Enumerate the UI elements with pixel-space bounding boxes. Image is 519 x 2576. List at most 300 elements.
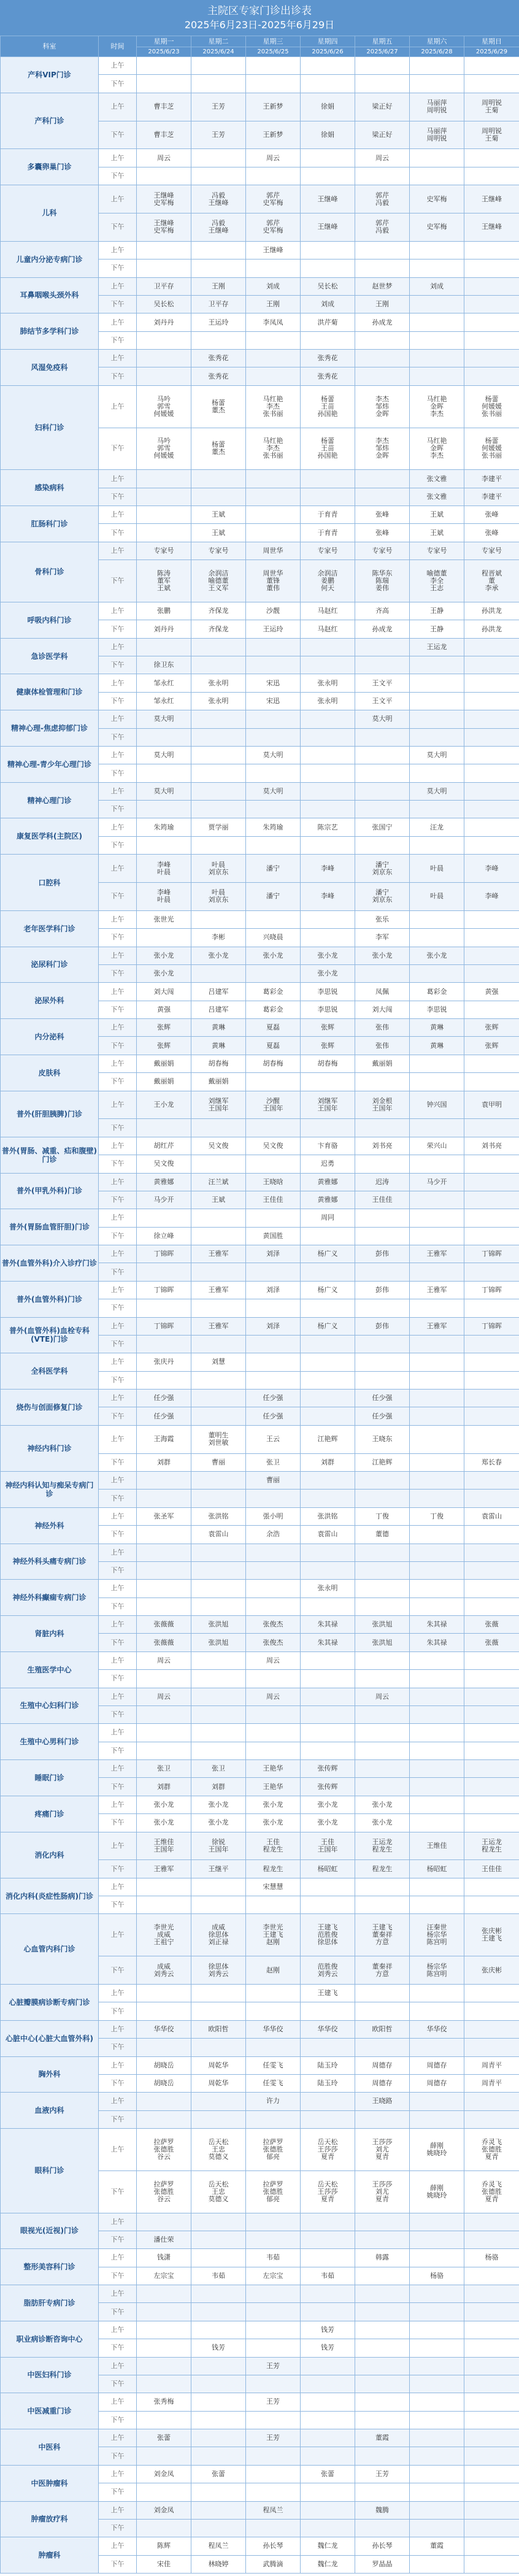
doctor-cell: 孙洪龙 <box>464 602 519 620</box>
session-label: 上午 <box>99 2093 137 2110</box>
doctor-cell <box>137 2002 191 2020</box>
doctor-cell <box>355 1705 410 1723</box>
doctor-cell <box>301 2303 355 2321</box>
session-label: 上午 <box>99 1317 137 1335</box>
department-name: 口腔科 <box>1 855 99 911</box>
doctor-cell: 陈涛 董军 王斌 <box>137 560 191 602</box>
doctor-cell: 马丽萍 周明锐 <box>410 121 464 149</box>
doctor-cell <box>464 2020 519 2038</box>
doctor-cell <box>191 331 246 349</box>
doctor-cell <box>301 656 355 674</box>
doctor-cell: 潘宁 刘京东 <box>355 883 410 911</box>
session-label: 下午 <box>99 1490 137 1507</box>
doctor-cell <box>464 1407 519 1425</box>
doctor-cell <box>137 2357 191 2375</box>
schedule-row <box>1 313 519 331</box>
doctor-cell: 徐娟 <box>301 93 355 121</box>
doctor-cell: 王刚 <box>191 277 246 295</box>
doctor-cell <box>246 2002 301 2020</box>
doctor-cell <box>410 1778 464 1796</box>
doctor-cell <box>464 2501 519 2519</box>
doctor-cell <box>301 57 355 75</box>
doctor-cell <box>355 1561 410 1579</box>
doctor-cell: 杨广义 <box>301 1281 355 1299</box>
doctor-cell: 吕建军 <box>191 983 246 1001</box>
department-name: 妇科门诊 <box>1 385 99 470</box>
doctor-cell <box>191 2519 246 2537</box>
department-name: 精神心理-焦虑抑郁门诊 <box>1 710 99 747</box>
doctor-cell <box>301 1407 355 1425</box>
doctor-cell <box>410 2357 464 2375</box>
doctor-cell: 黄琳 <box>410 1019 464 1037</box>
doctor-cell: 胡春梅 <box>301 1055 355 1072</box>
doctor-cell: 葛彩金 <box>410 983 464 1001</box>
doctor-cell: 朱筠瑜 <box>137 818 191 836</box>
doctor-cell <box>464 2321 519 2339</box>
doctor-cell: 周云 <box>137 1688 191 1705</box>
doctor-cell <box>137 1119 191 1137</box>
doctor-cell: 张秀花 <box>301 350 355 367</box>
doctor-cell: 朱其禄 <box>301 1616 355 1634</box>
doctor-cell: 李思锐 <box>301 983 355 1001</box>
doctor-cell <box>137 764 191 782</box>
session-label: 下午 <box>99 1037 137 1055</box>
session-label: 上午 <box>99 1724 137 1742</box>
doctor-cell: 宋慧慧 <box>246 1878 301 1896</box>
doctor-cell <box>464 1526 519 1544</box>
doctor-cell: 葛彩金 <box>246 983 301 1001</box>
doctor-cell: 宋迅 <box>246 692 301 710</box>
doctor-cell <box>464 2483 519 2501</box>
doctor-cell: 王静 <box>410 620 464 638</box>
session-label: 上午 <box>99 782 137 800</box>
doctor-cell: 汪兰斌 <box>191 1173 246 1191</box>
doctor-cell <box>137 1670 191 1688</box>
department-name: 急诊医学科 <box>1 638 99 674</box>
session-label: 上午 <box>99 506 137 524</box>
session-label: 下午 <box>99 2002 137 2020</box>
doctor-cell <box>464 2357 519 2375</box>
session-label: 下午 <box>99 2519 137 2537</box>
doctor-cell: 袁雷山 <box>191 1526 246 1544</box>
doctor-cell <box>246 1896 301 1914</box>
session-label: 上午 <box>99 2321 137 2339</box>
doctor-cell: 汪秦世 杨宗华 陈宫明 <box>410 1914 464 1956</box>
doctor-cell: 邹永红 <box>137 674 191 692</box>
doctor-cell <box>464 1561 519 1579</box>
doctor-cell <box>246 1073 301 1091</box>
schedule-table <box>0 36 519 2574</box>
doctor-cell <box>191 1155 246 1173</box>
doctor-cell <box>410 1688 464 1705</box>
doctor-cell: 袁雷山 <box>464 1507 519 1525</box>
doctor-cell: 张伟 <box>355 1019 410 1037</box>
doctor-cell <box>137 1878 191 1896</box>
doctor-cell: 张永明 <box>301 692 355 710</box>
schedule-row <box>1 782 519 800</box>
doctor-cell: 王继峰 <box>464 213 519 241</box>
session-label: 下午 <box>99 488 137 506</box>
doctor-cell <box>191 2093 246 2110</box>
doctor-cell <box>246 2213 301 2231</box>
doctor-cell <box>301 929 355 947</box>
doctor-cell: 杨蕾 何媛媛 张书丽 <box>464 428 519 470</box>
session-label: 下午 <box>99 1705 137 1723</box>
schedule-row <box>1 1390 519 1407</box>
session-label: 上午 <box>99 2213 137 2231</box>
doctor-cell <box>355 1472 410 1490</box>
column-header-day: 星期四 <box>301 36 355 47</box>
doctor-cell <box>137 367 191 385</box>
doctor-cell: 吴长松 <box>137 295 191 313</box>
doctor-cell <box>137 331 191 349</box>
session-label: 下午 <box>99 2555 137 2573</box>
doctor-cell: 李彬 <box>191 929 246 947</box>
session-label: 上午 <box>99 57 137 75</box>
doctor-cell: 张卫 <box>246 1453 301 1471</box>
doctor-cell <box>246 1490 301 1507</box>
doctor-cell: 马红艳 金晖 李杰 <box>410 385 464 428</box>
doctor-cell: 余润洁 喻德董 王义军 <box>191 560 246 602</box>
doctor-cell: 拉萨罗 张德胜 郁亮 <box>246 2170 301 2213</box>
session-label: 下午 <box>99 764 137 782</box>
doctor-cell <box>137 1705 191 1723</box>
doctor-cell <box>137 506 191 524</box>
doctor-cell: 胡春梅 <box>246 1055 301 1072</box>
schedule-row <box>1 2056 519 2074</box>
doctor-cell <box>246 638 301 656</box>
doctor-cell: 程凤兰 <box>191 2537 246 2555</box>
doctor-cell <box>137 75 191 93</box>
doctor-cell <box>464 2231 519 2248</box>
doctor-cell <box>464 149 519 167</box>
doctor-cell: 程龙生 <box>246 1860 301 1878</box>
doctor-cell <box>137 2303 191 2321</box>
doctor-cell <box>355 167 410 185</box>
doctor-cell <box>301 1371 355 1389</box>
doctor-cell <box>191 782 246 800</box>
doctor-cell: 张小龙 <box>191 947 246 964</box>
doctor-cell: 张永明 <box>191 674 246 692</box>
doctor-cell <box>410 674 464 692</box>
doctor-cell: 刘继军 王国年 <box>191 1091 246 1119</box>
doctor-cell: 王建飞 范胜俊 徐思体 <box>301 1914 355 1956</box>
doctor-cell <box>301 1227 355 1245</box>
doctor-cell: 叶晨 <box>410 855 464 883</box>
doctor-cell: 张小龙 <box>355 1796 410 1813</box>
department-name: 普外(肝胆胰脾)门诊 <box>1 1091 99 1137</box>
doctor-cell: 岳天松 王忠 莫德义 <box>191 2129 246 2171</box>
doctor-cell: 孙成龙 <box>355 620 410 638</box>
doctor-cell <box>464 75 519 93</box>
doctor-cell: 黄国胜 <box>246 1227 301 1245</box>
doctor-cell <box>464 2339 519 2357</box>
doctor-cell: 张永明 <box>301 1580 355 1598</box>
doctor-cell: 黄强 <box>464 983 519 1001</box>
doctor-cell: 周同 <box>301 1209 355 1227</box>
doctor-cell <box>246 1209 301 1227</box>
doctor-cell: 周云 <box>137 149 191 167</box>
doctor-cell <box>246 2285 301 2303</box>
doctor-cell: 马赵红 <box>301 602 355 620</box>
doctor-cell <box>191 1705 246 1723</box>
session-label: 下午 <box>99 692 137 710</box>
doctor-cell <box>301 836 355 854</box>
doctor-cell: 李军 <box>355 929 410 947</box>
doctor-cell: 张洪旭 <box>355 1616 410 1634</box>
doctor-cell <box>191 1724 246 1742</box>
department-name: 生殖中心妇科门诊 <box>1 1688 99 1724</box>
doctor-cell: 周德存 <box>410 2074 464 2092</box>
doctor-cell: 兴晓晨 <box>246 929 301 947</box>
doctor-cell <box>301 331 355 349</box>
doctor-cell <box>355 2285 410 2303</box>
doctor-cell: 岳天松 王莎莎 夏青 <box>301 2129 355 2171</box>
doctor-cell <box>410 2249 464 2267</box>
doctor-cell: 齐高 <box>355 602 410 620</box>
doctor-cell: 王运龙 程龙生 <box>355 1832 410 1860</box>
doctor-cell <box>137 1896 191 1914</box>
doctor-cell: 刘群 <box>137 1453 191 1471</box>
doctor-cell: 王莎莎 刘尤 夏青 <box>355 2129 410 2171</box>
session-label: 下午 <box>99 1634 137 1651</box>
department-name: 普外(胃肠、减重、疝和腹壁)门诊 <box>1 1137 99 1173</box>
doctor-cell <box>191 1490 246 1507</box>
doctor-cell <box>464 331 519 349</box>
doctor-cell <box>301 1742 355 1759</box>
schedule-row <box>1 1832 519 1860</box>
session-label: 下午 <box>99 1155 137 1173</box>
session-label: 下午 <box>99 2303 137 2321</box>
doctor-cell: 王艳华 <box>246 1760 301 1778</box>
doctor-cell <box>191 241 246 259</box>
department-name: 产科门诊 <box>1 93 99 149</box>
doctor-cell <box>137 2375 191 2393</box>
schedule-row <box>1 1055 519 1072</box>
doctor-cell <box>191 75 246 93</box>
doctor-cell <box>464 1778 519 1796</box>
doctor-cell <box>410 910 464 928</box>
column-header-day: 星期日 <box>464 36 519 47</box>
doctor-cell: 李峰 <box>301 855 355 883</box>
doctor-cell: 刘书亮 <box>355 1137 410 1155</box>
doctor-cell <box>355 2519 410 2537</box>
doctor-cell <box>355 260 410 277</box>
doctor-cell: 王雅军 <box>137 1860 191 1878</box>
doctor-cell: 周德存 <box>410 2056 464 2074</box>
doctor-cell <box>410 2375 464 2393</box>
doctor-cell: 林晓婷 <box>191 2555 246 2573</box>
doctor-cell: 程凤兰 <box>246 2501 301 2519</box>
session-label: 上午 <box>99 241 137 259</box>
doctor-cell: 张辉 <box>301 1037 355 1055</box>
doctor-cell <box>355 2357 410 2375</box>
doctor-cell: 张洪旭 <box>191 1616 246 1634</box>
column-header-day: 星期五 <box>355 36 410 47</box>
doctor-cell: 杨宗华 陈宫明 <box>410 1956 464 1985</box>
session-label: 上午 <box>99 1091 137 1119</box>
doctor-cell <box>355 1335 410 1353</box>
doctor-cell <box>410 2039 464 2056</box>
session-label: 下午 <box>99 1956 137 1985</box>
doctor-cell: 张乐 <box>355 910 410 928</box>
doctor-cell: 张峰 <box>355 506 410 524</box>
doctor-cell: 张辉 <box>464 1019 519 1037</box>
doctor-cell: 韦茹 <box>301 2267 355 2285</box>
schedule-row <box>1 2321 519 2339</box>
session-label: 上午 <box>99 350 137 367</box>
session-label: 上午 <box>99 277 137 295</box>
doctor-cell: 冯毅 王继峰 <box>191 213 246 241</box>
doctor-cell <box>246 1371 301 1389</box>
doctor-cell: 马少开 <box>410 1173 464 1191</box>
doctor-cell <box>137 2039 191 2056</box>
doctor-cell: 袁甲明 <box>464 1091 519 1119</box>
doctor-cell: 马丽萍 周明锐 <box>410 93 464 121</box>
doctor-cell: 莫大明 <box>137 746 191 764</box>
doctor-cell <box>301 2231 355 2248</box>
doctor-cell <box>464 57 519 75</box>
doctor-cell <box>137 1209 191 1227</box>
doctor-cell: 马红艳 李杰 张书丽 <box>246 428 301 470</box>
doctor-cell <box>464 1227 519 1245</box>
doctor-cell <box>410 331 464 349</box>
doctor-cell <box>246 836 301 854</box>
doctor-cell: 张传辉 <box>301 1760 355 1778</box>
doctor-cell: 王文平 <box>355 692 410 710</box>
doctor-cell: 岳天松 王莎莎 夏青 <box>301 2170 355 2213</box>
doctor-cell: 周云 <box>246 1688 301 1705</box>
doctor-cell: 张秀花 <box>191 350 246 367</box>
doctor-cell <box>464 692 519 710</box>
doctor-cell: 丁俊 <box>410 1507 464 1525</box>
doctor-cell <box>355 367 410 385</box>
doctor-cell <box>246 801 301 818</box>
doctor-cell: 王海霞 <box>137 1425 191 1453</box>
doctor-cell: 黄琳 <box>410 1037 464 1055</box>
doctor-cell <box>355 57 410 75</box>
doctor-cell: 黄雅娜 <box>301 1191 355 1209</box>
department-name: 神经外科癫痫专病门诊 <box>1 1580 99 1616</box>
doctor-cell: 张小龙 <box>301 1796 355 1813</box>
doctor-cell <box>246 2231 301 2248</box>
doctor-cell <box>191 1561 246 1579</box>
doctor-cell <box>137 1724 191 1742</box>
doctor-cell <box>246 1119 301 1137</box>
doctor-cell: 齐保龙 <box>191 602 246 620</box>
doctor-cell <box>410 1670 464 1688</box>
doctor-cell <box>191 1119 246 1137</box>
doctor-cell: 周云 <box>246 149 301 167</box>
schedule-row <box>1 241 519 259</box>
doctor-cell: 张洪旭 <box>191 1634 246 1651</box>
doctor-cell <box>301 1299 355 1317</box>
doctor-cell: 专家号 <box>355 542 410 559</box>
doctor-cell: 王艳华 <box>246 1778 301 1796</box>
doctor-cell <box>410 692 464 710</box>
doctor-cell <box>410 1598 464 1615</box>
doctor-cell <box>301 2375 355 2393</box>
doctor-cell <box>355 1209 410 1227</box>
doctor-cell <box>410 2465 464 2483</box>
doctor-cell: 薛刚 姚晓玲 <box>410 2129 464 2171</box>
session-label: 上午 <box>99 2393 137 2411</box>
doctor-cell <box>301 241 355 259</box>
schedule-row <box>1 277 519 295</box>
doctor-cell: 张辉 <box>301 1019 355 1037</box>
doctor-cell <box>410 2483 464 2501</box>
doctor-cell: 专家号 <box>137 542 191 559</box>
doctor-cell: 莫大明 <box>137 710 191 728</box>
doctor-cell: 刘泽 <box>246 1245 301 1263</box>
doctor-cell <box>355 2267 410 2285</box>
session-label: 上午 <box>99 93 137 121</box>
doctor-cell <box>355 1544 410 1561</box>
doctor-cell <box>246 1544 301 1561</box>
session-label: 下午 <box>99 1526 137 1544</box>
doctor-cell <box>246 964 301 982</box>
doctor-cell: 王继峰 <box>301 213 355 241</box>
doctor-cell: 卞育骆 <box>301 1137 355 1155</box>
doctor-cell: 钱芳 <box>301 2339 355 2357</box>
doctor-cell <box>137 1598 191 1615</box>
doctor-cell: 黄雅娜 <box>301 1173 355 1191</box>
doctor-cell <box>301 2002 355 2020</box>
doctor-cell <box>246 1724 301 1742</box>
doctor-cell: 王斌 <box>191 506 246 524</box>
column-header-day: 星期六 <box>410 36 464 47</box>
doctor-cell <box>410 764 464 782</box>
doctor-cell <box>410 2393 464 2411</box>
doctor-cell <box>355 1371 410 1389</box>
doctor-cell <box>246 1299 301 1317</box>
session-label: 上午 <box>99 638 137 656</box>
department-name: 肿瘤放疗科 <box>1 2501 99 2537</box>
doctor-cell <box>355 1760 410 1778</box>
doctor-cell <box>301 1651 355 1669</box>
doctor-cell: 范胜俊 刘秀云 <box>301 1956 355 1985</box>
doctor-cell <box>137 1526 191 1544</box>
page-subtitle: 2025年6月23日-2025年6月29日 <box>184 19 335 31</box>
doctor-cell <box>301 1335 355 1353</box>
doctor-cell <box>355 1227 410 1245</box>
schedule-body <box>1 57 519 2574</box>
department-name: 耳鼻咽喉头颈外科 <box>1 277 99 313</box>
doctor-cell <box>191 801 246 818</box>
doctor-cell <box>191 1335 246 1353</box>
doctor-cell <box>246 2375 301 2393</box>
doctor-cell: 王晓晗 <box>246 1173 301 1191</box>
doctor-cell <box>191 149 246 167</box>
doctor-cell <box>191 470 246 488</box>
doctor-cell: 葛彩金 <box>246 1001 301 1018</box>
doctor-cell <box>246 2110 301 2128</box>
doctor-cell: 王继峰 <box>301 185 355 213</box>
session-label: 下午 <box>99 75 137 93</box>
doctor-cell <box>355 350 410 367</box>
doctor-cell: 王斌 <box>191 1191 246 1209</box>
session-label: 下午 <box>99 1814 137 1832</box>
doctor-cell <box>464 656 519 674</box>
doctor-cell: 潘宁 刘京东 <box>355 855 410 883</box>
doctor-cell: 王芳 <box>246 2429 301 2447</box>
session-label: 下午 <box>99 2483 137 2501</box>
doctor-cell: 王晓路 <box>355 2093 410 2110</box>
doctor-cell: 乔灵飞 张德胜 夏青 <box>464 2170 519 2213</box>
schedule-row <box>1 2429 519 2447</box>
department-name: 神经内科门诊 <box>1 1425 99 1471</box>
session-label: 上午 <box>99 470 137 488</box>
